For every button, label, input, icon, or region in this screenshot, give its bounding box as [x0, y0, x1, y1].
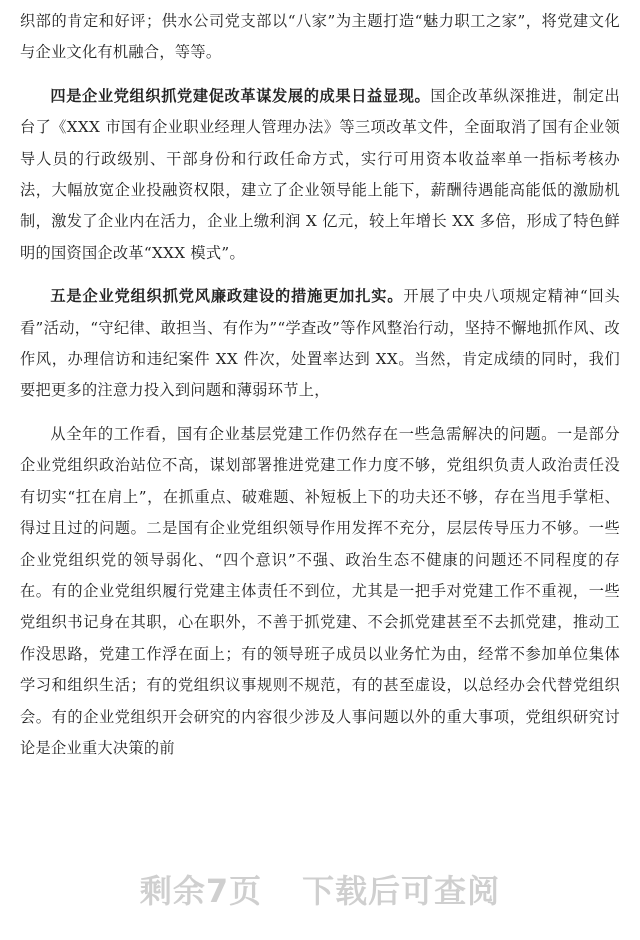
- document-body: [20, 6, 620, 764]
- paragraph-point-five: [20, 281, 620, 407]
- download-to-view-label[interactable]: 下载后可查阅: [302, 872, 501, 910]
- remaining-pages-label: 剩余7页: [139, 872, 263, 910]
- paragraph-gap: [20, 269, 620, 281]
- paragraph-text: 国企改革纵深推进，制定出台了《XXX 市国有企业职业经理人管理办法》等三项改革文件，全面取消了国有企业领导人员的行政级别、干部身份和行政任命方式，实行可用资本收益率单一指标考核办法，大幅放宽企业投融资权限，建立了企业领导能上能下，薪酬待遇能高能低的激励机制，激发了企业内在活力，企业上缴利润 X 亿元，较上年增长 XX 多倍，形成了特色鲜明的国资国企改革“XXX 模式”。: [20, 86, 620, 262]
- paragraph-gap: [20, 69, 620, 81]
- paragraph-continuation: [20, 6, 620, 69]
- paragraph-heading: 四是企业党组织抓党建促改革谋发展的成果日益显现。: [50, 86, 431, 105]
- download-overlay[interactable]: [0, 838, 640, 940]
- paragraph-problems: [20, 419, 620, 764]
- paragraph-gap: [20, 407, 620, 419]
- paragraph-text: 织部的肯定和好评；供水公司党支部以“八家”为主题打造“魅力职工之家”，将党建文化与企业文化有机融合，等等。: [20, 12, 620, 62]
- paragraph-text: 从全年的工作看，国有企业基层党建工作仍然存在一些急需解决的问题。一是部分企业党组织政治站位不高，谋划部署推进党建工作力度不够，党组织负责人政治责任没有切实“扛在肩上”，在抓重点、破难题、补短板上下的功夫还不够，存在当甩手掌柜、得过且过的问题。二是国有企业党组织领导作用发挥不充分，层层传导压力不够。一些企业党组织党的领导弱化、“四个意识”不强、政治生态不健康的问题还不同程度的存在。有的企业党组织履行党建主体责任不到位，尤其是一把手对党建工作不重视，一些党组织书记身在其职，心在职外，不善于抓党建、不会抓党建甚至不去抓党建，推动工作没思路，党建工作浮在面上；有的领导班子成员以业务忙为由，经常不参加单位集体学习和组织生活；有的党组织议事规则不规范，有的甚至虚设，以总经办会代替党组织会。有的企业党组织开会研究的内容很少涉及人事问题以外的重大事项，党组织研究讨论是企业重大决策的前: [20, 424, 620, 757]
- paragraph-text: 开展了中央八项规定精神“回头看”活动，“守纪律、敢担当、有作为”“学查改”等作风整治行动，坚持不懈地抓作风、改作风，办理信访和违纪案件 XX 件次，处置率达到 XX。当然，肯定成绩的同时，我们要把更多的注意力投入到问题和薄弱环节上，: [20, 287, 620, 400]
- paragraph-point-four: [20, 81, 620, 269]
- paragraph-heading: 五是企业党组织抓党风廉政建设的措施更加扎实。: [50, 287, 404, 306]
